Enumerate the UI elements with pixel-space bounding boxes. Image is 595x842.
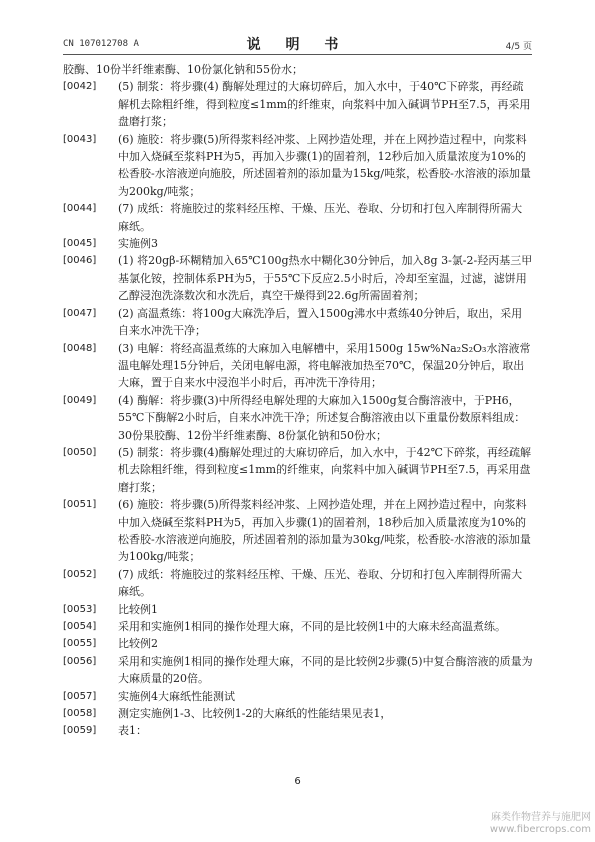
page-fraction: 4/5 页 [505, 42, 532, 52]
paragraph-number: [0044] [63, 203, 97, 215]
paragraph-text: (1) 将20gβ-环糊精加入65℃100g热水中糊化30分钟后，加入8g 3-氯-2-羟丙基三甲基氯化铵，控制体系PH为5，于55℃下反应2.5小时后，冷却至室温，过滤，滤饼用乙醇浸泡洗涤数次和水洗后，真空干燥得到22.6g所需固着剂； [118, 254, 533, 303]
watermark [490, 812, 591, 836]
paragraph [63, 496, 533, 566]
paragraph-text: 实施例4大麻纸性能测试 [118, 689, 235, 703]
paragraph [63, 618, 533, 635]
paragraph-number: [0043] [63, 133, 97, 145]
watermark-line-2: www.fibercrops.com [489, 824, 591, 835]
paragraph [63, 305, 533, 340]
paragraph [63, 688, 533, 705]
paragraph-number: [0047] [63, 307, 97, 319]
paragraph-number: [0048] [63, 342, 97, 354]
paragraph-text: 测定实施例1-3、比较例1-2的大麻纸的性能结果见表1， [118, 707, 392, 721]
paragraph-text: (4) 酶解：将步骤(3)中所得经电解处理的大麻加入1500g复合酶溶液中，于PH6，55℃下酶解2小时后，自来水冲洗干净；所述复合酶溶液由以下重量份数原料组成：30份果胶酶、12份半纤维素酶、8份氯化钠和50份水； [118, 393, 526, 442]
paragraph-text: (7) 成纸：将施胶过的浆料经压榨、干燥、压光、卷取、分切和打包入库制得所需大麻纸。 [118, 567, 523, 599]
paragraph-number: [0059] [63, 725, 97, 737]
document-title: 说 明 书 [246, 37, 349, 53]
paragraph [63, 601, 533, 618]
intro-line: 胶酶、10份半纤维素酶、10份氯化钠和55份水； [63, 63, 303, 76]
paragraph [63, 340, 533, 392]
paragraph [63, 705, 533, 722]
paragraph-number: [0053] [63, 603, 97, 615]
paragraph-number: [0055] [63, 638, 97, 650]
paragraph-number: [0052] [63, 568, 97, 580]
paragraph [63, 392, 533, 444]
paragraph [63, 444, 533, 496]
paragraph-text: (3) 电解：将经高温煮练的大麻加入电解槽中，采用1500g 15w%Na₂S₂O₃水溶液常温电解处理15分钟后，关闭电解电源，将电解液加热至70℃，保温20分钟后，取出大麻，置于自来水中浸泡半小时后，再冲洗干净待用； [118, 341, 531, 390]
paragraph-number: [0045] [63, 238, 97, 250]
paragraph [63, 235, 533, 252]
paragraph-text: (7) 成纸：将施胶过的浆料经压榨、干燥、压光、卷取、分切和打包入库制得所需大麻纸。 [118, 202, 523, 233]
paragraph-number: [0056] [63, 655, 97, 667]
paragraph [63, 78, 533, 130]
paragraph [63, 635, 533, 652]
paragraph-number: [0054] [63, 621, 97, 632]
paragraph-number: [0042] [63, 81, 97, 93]
paragraph-text: (5) 制浆：将步骤(4)酶解处理过的大麻切碎后，加入水中，于42℃下碎浆，再经疏解机去除粗纤维，得到粒度≤1mm的纤维束，向浆料中加入碱调节PH至7.5，再采用盘磨打浆； [118, 445, 531, 494]
paragraph-number: [0051] [63, 499, 97, 511]
paragraph-text: (6) 施胶：将步骤(5)所得浆料经冲浆、上网抄造处理，并在上网抄造过程中，向浆料中加入烧碱至浆料PH为5，再加入步骤(1)的固着剂，18秒后加入质量浓度为10%的松香胶-水溶液逆向施胶，所述固着剂的添加量为30kg/吨浆，松香胶-水溶液的添加量为100kg/吨浆； [118, 498, 531, 564]
paragraph-text: (6) 施胶：将步骤(5)所得浆料经冲浆、上网抄造处理，并在上网抄造过程中，向浆料中加入烧碱至浆料PH为5，再加入步骤(1)的固着剂，12秒后加入质量浓度为10%的松香胶-水溶液逆向施胶，所述固着剂的添加量为15kg/吨浆，松香胶-水溶液的添加量为200kg/吨浆； [118, 132, 531, 198]
paragraph [63, 252, 533, 304]
paragraph-number: [0046] [63, 255, 97, 267]
paragraph-text: 比较例1 [118, 602, 158, 616]
paragraph [63, 653, 533, 688]
paragraph-text: (2) 高温煮练：将100g大麻洗净后，置入1500g沸水中煮练40分钟后，取出，采用自来水冲洗干净； [118, 306, 523, 338]
page-number: 6 [294, 776, 301, 787]
paragraph [63, 566, 533, 601]
paragraph-text: (5) 制浆：将步骤(4) 酶解处理过的大麻切碎后，加入水中，于40℃下碎浆，再经疏解机去除粗纤维，得到粒度≤1mm的纤维束，向浆料中加入碱调节PH至7.5，再采用盘磨打浆； [118, 80, 531, 129]
paragraph-text: 表1： [118, 724, 147, 738]
patent-number: CN 107012708 A [63, 39, 139, 49]
paragraph-number: [0050] [63, 446, 97, 458]
paragraph-list [63, 78, 533, 739]
paragraph-text: 采用和实施例1相同的操作处理大麻，不同的是比较例1中的大麻未经高温煮练。 [118, 620, 506, 633]
document-body [63, 61, 533, 740]
paragraph-text: 采用和实施例1相同的操作处理大麻，不同的是比较例2步骤(5)中复合酶溶液的质量为大麻质量的20倍。 [118, 654, 533, 686]
paragraph-text: 比较例2 [118, 637, 158, 651]
page-header [63, 34, 532, 55]
paragraph-number: [0057] [63, 690, 97, 702]
paragraph [63, 131, 533, 201]
paragraph [63, 722, 533, 739]
paragraph-number: [0049] [63, 394, 97, 406]
paragraph-number: [0058] [63, 708, 97, 720]
watermark-line-1: 麻类作物营养与施肥网 [491, 812, 591, 823]
paragraph-text: 实施例3 [118, 237, 158, 251]
paragraph [63, 200, 533, 235]
